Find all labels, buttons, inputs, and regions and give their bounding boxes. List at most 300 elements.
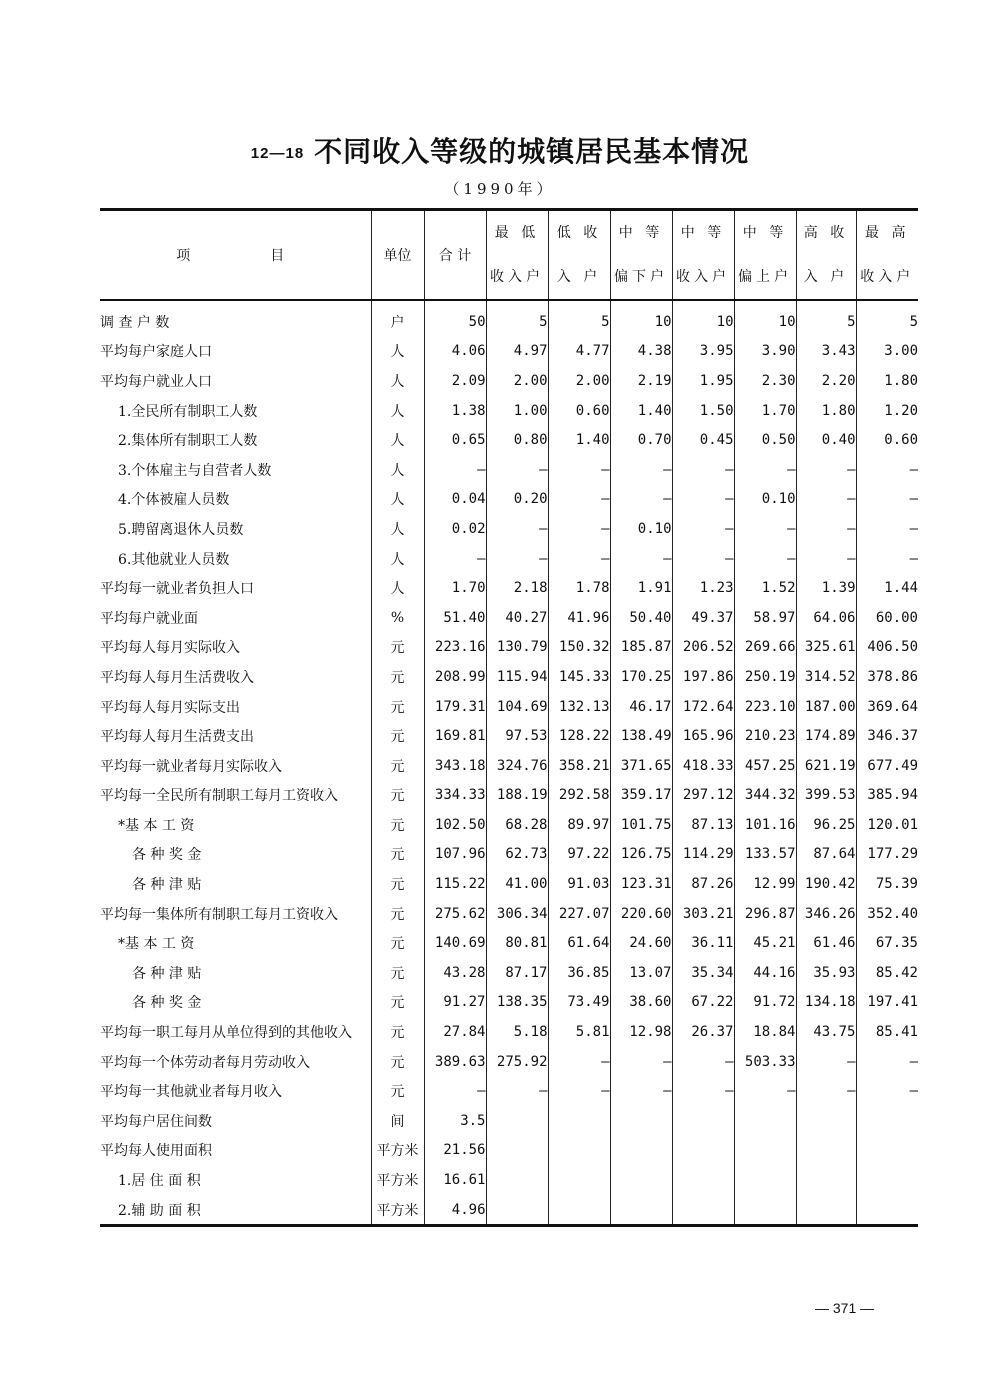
cell-value: 102.50	[424, 810, 486, 840]
table-row	[100, 485, 918, 515]
row-label: 2.集体所有制职工人数	[118, 433, 258, 450]
row-unit: 元	[371, 840, 424, 870]
row-label: 6.其他就业人员数	[118, 551, 230, 568]
cell-value: 210.23	[734, 721, 796, 751]
cell-value: 324.76	[486, 751, 548, 781]
cell-value: 13.07	[610, 958, 672, 988]
header-row	[100, 210, 918, 301]
cell-value: 306.34	[486, 899, 548, 929]
table-row	[100, 633, 918, 663]
table-row	[100, 869, 918, 899]
cell-value: 0.45	[672, 425, 734, 455]
cell-value: 1.70	[424, 573, 486, 603]
cell-value: 16.61	[424, 1165, 486, 1195]
cell-value	[796, 1106, 856, 1136]
table-row	[100, 1195, 918, 1226]
row-unit: 元	[371, 692, 424, 722]
table-row	[100, 1047, 918, 1077]
cell-value: 50	[424, 300, 486, 337]
row-unit: 人	[371, 337, 424, 367]
cell-value: —	[610, 455, 672, 485]
cell-value: 85.41	[856, 1017, 918, 1047]
cell-value: 62.73	[486, 840, 548, 870]
cell-value: 1.40	[548, 425, 610, 455]
header-item: 项目	[100, 210, 371, 301]
cell-value: —	[796, 485, 856, 515]
cell-value: 130.79	[486, 633, 548, 663]
cell-value: 104.69	[486, 692, 548, 722]
cell-value: 50.40	[610, 603, 672, 633]
cell-value: 133.57	[734, 840, 796, 870]
row-label: 平均每户家庭人口	[100, 344, 212, 361]
cell-value: 250.19	[734, 662, 796, 692]
cell-value: 223.16	[424, 633, 486, 663]
cell-value: 190.42	[796, 869, 856, 899]
table-row	[100, 721, 918, 751]
cell-value: 1.23	[672, 573, 734, 603]
cell-value: 75.39	[856, 869, 918, 899]
header-group: 高 收 入 户	[796, 210, 856, 301]
header-group: 中 等 偏下户	[610, 210, 672, 301]
cell-value: 1.00	[486, 396, 548, 426]
cell-value: 0.60	[856, 425, 918, 455]
cell-value: 43.75	[796, 1017, 856, 1047]
cell-value: 1.95	[672, 366, 734, 396]
cell-value: 91.03	[548, 869, 610, 899]
cell-value: 2.20	[796, 366, 856, 396]
table-row	[100, 840, 918, 870]
row-unit: 人	[371, 396, 424, 426]
cell-value	[796, 1195, 856, 1226]
cell-value: 24.60	[610, 928, 672, 958]
cell-value: —	[548, 544, 610, 574]
cell-value: —	[734, 544, 796, 574]
cell-value: —	[486, 514, 548, 544]
cell-value	[796, 1136, 856, 1166]
cell-value: 4.77	[548, 337, 610, 367]
cell-value	[734, 1195, 796, 1226]
cell-value: 4.96	[424, 1195, 486, 1226]
table-row	[100, 337, 918, 367]
cell-value	[548, 1136, 610, 1166]
row-label: *基 本 工 资	[118, 817, 195, 834]
cell-value	[856, 1195, 918, 1226]
row-unit: 人	[371, 573, 424, 603]
cell-value: 227.07	[548, 899, 610, 929]
cell-value: 51.40	[424, 603, 486, 633]
cell-value: 5	[796, 300, 856, 337]
cell-value: 185.87	[610, 633, 672, 663]
row-unit: 元	[371, 662, 424, 692]
cell-value: 406.50	[856, 633, 918, 663]
cell-value: 45.21	[734, 928, 796, 958]
cell-value	[486, 1136, 548, 1166]
cell-value: 621.19	[796, 751, 856, 781]
page-title	[0, 130, 1000, 170]
row-unit: 元	[371, 928, 424, 958]
cell-value: 3.95	[672, 337, 734, 367]
cell-value: 187.00	[796, 692, 856, 722]
cell-value: 145.33	[548, 662, 610, 692]
cell-value	[610, 1195, 672, 1226]
table-code: 12—18	[250, 145, 305, 162]
cell-value: 343.18	[424, 751, 486, 781]
cell-value: 138.35	[486, 988, 548, 1018]
cell-value: 3.43	[796, 337, 856, 367]
header-group: 最 高 收入户	[856, 210, 918, 301]
cell-value: —	[548, 455, 610, 485]
cell-value: 38.60	[610, 988, 672, 1018]
row-unit: 元	[371, 781, 424, 811]
cell-value	[610, 1106, 672, 1136]
header-group: 中 等 收入户	[672, 210, 734, 301]
cell-value: 1.80	[796, 396, 856, 426]
cell-value	[856, 1165, 918, 1195]
cell-value: 41.96	[548, 603, 610, 633]
cell-value: 5	[486, 300, 548, 337]
cell-value: 115.22	[424, 869, 486, 899]
cell-value: 5.18	[486, 1017, 548, 1047]
cell-value: —	[856, 1047, 918, 1077]
table-year: （1990年）	[444, 180, 556, 198]
cell-value: 170.25	[610, 662, 672, 692]
cell-value: 3.90	[734, 337, 796, 367]
cell-value	[734, 1106, 796, 1136]
table-row	[100, 396, 918, 426]
cell-value: 296.87	[734, 899, 796, 929]
cell-value: 107.96	[424, 840, 486, 870]
cell-value: 96.25	[796, 810, 856, 840]
row-label: *基 本 工 资	[118, 936, 195, 953]
cell-value: 12.99	[734, 869, 796, 899]
cell-value: 4.38	[610, 337, 672, 367]
cell-value: 292.58	[548, 781, 610, 811]
cell-value: 1.50	[672, 396, 734, 426]
cell-value: —	[796, 514, 856, 544]
cell-value	[548, 1165, 610, 1195]
table-title: 不同收入等级的城镇居民基本情况	[314, 135, 750, 168]
cell-value: 220.60	[610, 899, 672, 929]
cell-value: 91.72	[734, 988, 796, 1018]
cell-value: 138.49	[610, 721, 672, 751]
cell-value: 67.22	[672, 988, 734, 1018]
row-label: 调 查 户 数	[100, 314, 170, 331]
cell-value	[734, 1136, 796, 1166]
cell-value: —	[672, 1047, 734, 1077]
cell-value: —	[796, 1076, 856, 1106]
cell-value	[734, 1165, 796, 1195]
row-unit: 元	[371, 1076, 424, 1106]
cell-value: —	[672, 514, 734, 544]
cell-value: 1.38	[424, 396, 486, 426]
row-unit: 元	[371, 751, 424, 781]
cell-value	[548, 1195, 610, 1226]
cell-value: 44.16	[734, 958, 796, 988]
row-unit: 人	[371, 366, 424, 396]
cell-value: 179.31	[424, 692, 486, 722]
cell-value: —	[672, 485, 734, 515]
cell-value: 1.20	[856, 396, 918, 426]
cell-value: 87.13	[672, 810, 734, 840]
cell-value: 101.75	[610, 810, 672, 840]
cell-value: 275.62	[424, 899, 486, 929]
cell-value: 64.06	[796, 603, 856, 633]
cell-value: 49.37	[672, 603, 734, 633]
row-unit: 间	[371, 1106, 424, 1136]
cell-value: 36.11	[672, 928, 734, 958]
cell-value: —	[424, 544, 486, 574]
cell-value: 197.41	[856, 988, 918, 1018]
cell-value: 27.84	[424, 1017, 486, 1047]
cell-value: 10	[610, 300, 672, 337]
cell-value: 1.40	[610, 396, 672, 426]
cell-value: 223.10	[734, 692, 796, 722]
cell-value: —	[486, 544, 548, 574]
table-row	[100, 455, 918, 485]
cell-value: 1.91	[610, 573, 672, 603]
cell-value: —	[610, 485, 672, 515]
row-label: 平均每人每月生活费支出	[100, 729, 254, 746]
table-row	[100, 958, 918, 988]
header-group: 中 等 偏上户	[734, 210, 796, 301]
cell-value: —	[548, 1076, 610, 1106]
cell-value: 1.80	[856, 366, 918, 396]
cell-value: 36.85	[548, 958, 610, 988]
row-label: 1.居 住 面 积	[118, 1173, 201, 1190]
cell-value: 1.44	[856, 573, 918, 603]
table-row	[100, 1165, 918, 1195]
cell-value: —	[672, 544, 734, 574]
cell-value	[672, 1136, 734, 1166]
cell-value: 0.20	[486, 485, 548, 515]
cell-value: 150.32	[548, 633, 610, 663]
cell-value: 2.00	[548, 366, 610, 396]
cell-value: 134.18	[796, 988, 856, 1018]
cell-value: —	[610, 1076, 672, 1106]
cell-value	[486, 1106, 548, 1136]
header-total: 合 计	[424, 210, 486, 301]
cell-value: —	[796, 1047, 856, 1077]
row-unit: 元	[371, 899, 424, 929]
cell-value: 0.10	[734, 485, 796, 515]
cell-value	[610, 1165, 672, 1195]
row-label: 平均每人使用面积	[100, 1143, 212, 1160]
cell-value: 97.53	[486, 721, 548, 751]
cell-value: 269.66	[734, 633, 796, 663]
row-label: 平均每一全民所有制职工每月工资收入	[100, 788, 338, 805]
cell-value: —	[548, 1047, 610, 1077]
table-row	[100, 573, 918, 603]
cell-value	[856, 1106, 918, 1136]
row-unit: 人	[371, 544, 424, 574]
cell-value: 35.34	[672, 958, 734, 988]
cell-value: 4.06	[424, 337, 486, 367]
cell-value	[548, 1106, 610, 1136]
table-row	[100, 1076, 918, 1106]
cell-value: 140.69	[424, 928, 486, 958]
cell-value: 67.35	[856, 928, 918, 958]
table-row	[100, 781, 918, 811]
cell-value	[856, 1136, 918, 1166]
cell-value: 346.26	[796, 899, 856, 929]
row-label: 平均每一个体劳动者每月劳动收入	[100, 1054, 310, 1071]
row-label: 平均每户居住间数	[100, 1113, 212, 1130]
cell-value: 85.42	[856, 958, 918, 988]
row-label: 平均每人每月生活费收入	[100, 669, 254, 686]
cell-value: —	[796, 544, 856, 574]
row-label: 平均每人每月实际收入	[100, 640, 240, 657]
cell-value	[672, 1165, 734, 1195]
cell-value: 0.70	[610, 425, 672, 455]
row-unit: 人	[371, 455, 424, 485]
row-label: 平均每户就业人口	[100, 373, 212, 390]
table-row	[100, 1017, 918, 1047]
header-group: 低 收 入 户	[548, 210, 610, 301]
table-row	[100, 1136, 918, 1166]
table-row	[100, 366, 918, 396]
cell-value: 126.75	[610, 840, 672, 870]
cell-value: 378.86	[856, 662, 918, 692]
cell-value: 3.5	[424, 1106, 486, 1136]
cell-value: 61.46	[796, 928, 856, 958]
table-row	[100, 300, 918, 337]
cell-value: 10	[734, 300, 796, 337]
table-row	[100, 899, 918, 929]
cell-value: 41.00	[486, 869, 548, 899]
row-label: 1.全民所有制职工人数	[118, 403, 258, 420]
cell-value	[610, 1136, 672, 1166]
cell-value: 115.94	[486, 662, 548, 692]
cell-value: 1.78	[548, 573, 610, 603]
cell-value: 371.65	[610, 751, 672, 781]
cell-value: 4.97	[486, 337, 548, 367]
header-group: 最 低 收入户	[486, 210, 548, 301]
cell-value: 169.81	[424, 721, 486, 751]
row-label: 平均每一职工每月从单位得到的其他收入	[100, 1025, 352, 1042]
row-unit: 元	[371, 869, 424, 899]
cell-value: 101.16	[734, 810, 796, 840]
row-unit: 平方米	[371, 1195, 424, 1226]
cell-value: 188.19	[486, 781, 548, 811]
cell-value: 385.94	[856, 781, 918, 811]
row-unit: 元	[371, 810, 424, 840]
row-unit: 元	[371, 988, 424, 1018]
cell-value: 346.37	[856, 721, 918, 751]
cell-value: 46.17	[610, 692, 672, 722]
cell-value: 89.97	[548, 810, 610, 840]
cell-value: —	[486, 1076, 548, 1106]
cell-value: 177.29	[856, 840, 918, 870]
cell-value: 0.50	[734, 425, 796, 455]
cell-value: 0.80	[486, 425, 548, 455]
row-label: 平均每一就业者每月实际收入	[100, 758, 282, 775]
row-unit: 人	[371, 485, 424, 515]
cell-value: 297.12	[672, 781, 734, 811]
row-unit: 元	[371, 633, 424, 663]
cell-value: 26.37	[672, 1017, 734, 1047]
cell-value: 123.31	[610, 869, 672, 899]
cell-value: 58.97	[734, 603, 796, 633]
cell-value: 40.27	[486, 603, 548, 633]
cell-value: 60.00	[856, 603, 918, 633]
cell-value	[672, 1195, 734, 1226]
cell-value: 18.84	[734, 1017, 796, 1047]
cell-value: 21.56	[424, 1136, 486, 1166]
cell-value: —	[424, 455, 486, 485]
table-row	[100, 928, 918, 958]
row-label: 各 种 奖 金	[132, 847, 202, 864]
row-unit: 元	[371, 1047, 424, 1077]
table-row	[100, 662, 918, 692]
table-row	[100, 751, 918, 781]
cell-value: 68.28	[486, 810, 548, 840]
cell-value: 2.30	[734, 366, 796, 396]
cell-value: 359.17	[610, 781, 672, 811]
row-unit: 户	[371, 300, 424, 337]
cell-value: 5	[856, 300, 918, 337]
cell-value: 344.32	[734, 781, 796, 811]
row-unit: 元	[371, 1017, 424, 1047]
cell-value: —	[548, 485, 610, 515]
row-unit: 元	[371, 721, 424, 751]
cell-value: 0.02	[424, 514, 486, 544]
cell-value: 87.64	[796, 840, 856, 870]
cell-value: 275.92	[486, 1047, 548, 1077]
table-row	[100, 425, 918, 455]
cell-value: 369.64	[856, 692, 918, 722]
table-row	[100, 692, 918, 722]
cell-value: 2.00	[486, 366, 548, 396]
table-row	[100, 544, 918, 574]
row-unit: 平方米	[371, 1136, 424, 1166]
row-unit: 元	[371, 958, 424, 988]
cell-value: 12.98	[610, 1017, 672, 1047]
cell-value: —	[856, 485, 918, 515]
page-number: — 371 —	[815, 1300, 875, 1316]
table-row	[100, 514, 918, 544]
cell-value: 80.81	[486, 928, 548, 958]
cell-value: 1.39	[796, 573, 856, 603]
cell-value: 174.89	[796, 721, 856, 751]
cell-value: 457.25	[734, 751, 796, 781]
cell-value: 114.29	[672, 840, 734, 870]
row-label: 平均每一集体所有制职工每月工资收入	[100, 906, 338, 923]
row-label: 3.个体雇主与自营者人数	[118, 462, 272, 479]
row-unit: %	[371, 603, 424, 633]
cell-value: —	[856, 514, 918, 544]
cell-value: 0.10	[610, 514, 672, 544]
cell-value: 1.52	[734, 573, 796, 603]
row-unit: 人	[371, 514, 424, 544]
cell-value: —	[548, 514, 610, 544]
row-label: 各 种 津 贴	[132, 965, 202, 982]
row-label: 5.聘留离退休人员数	[118, 521, 244, 538]
cell-value: 165.96	[672, 721, 734, 751]
cell-value: 389.63	[424, 1047, 486, 1077]
cell-value	[486, 1195, 548, 1226]
cell-value: 0.65	[424, 425, 486, 455]
cell-value: —	[486, 455, 548, 485]
cell-value	[486, 1165, 548, 1195]
table-row	[100, 603, 918, 633]
cell-value: 73.49	[548, 988, 610, 1018]
row-unit: 人	[371, 425, 424, 455]
cell-value: 2.09	[424, 366, 486, 396]
cell-value: —	[856, 455, 918, 485]
cell-value	[796, 1165, 856, 1195]
cell-value: 10	[672, 300, 734, 337]
cell-value: 5	[548, 300, 610, 337]
